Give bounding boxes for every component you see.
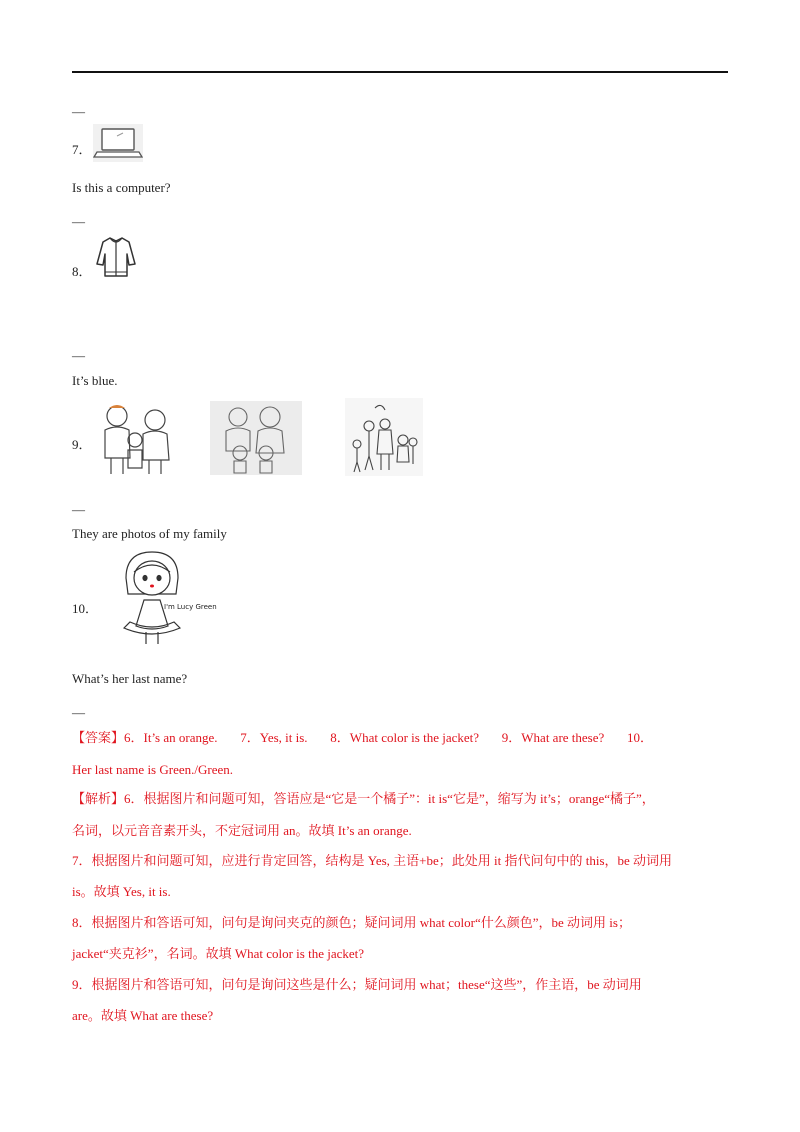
- answer-text: They are photos of my family: [72, 526, 227, 541]
- analysis-line: 名词，以元音音素开头，不定冠词用 an。故填 It’s an orange.: [72, 823, 412, 838]
- girl-picture: [104, 548, 230, 648]
- answer-blank: —: [72, 705, 85, 720]
- answer-blank: —: [72, 348, 85, 363]
- analysis-line: is。故填 Yes, it is.: [72, 884, 171, 899]
- analysis-line: 8．根据图片和答语可知，问句是询问夹克的颜色；疑问词用 what color“什么颜色”，be 动词用 is；: [72, 915, 631, 930]
- laptop-picture: [93, 124, 143, 162]
- family-picture-3: [345, 398, 423, 476]
- header-rule: [72, 71, 728, 73]
- question-number: 10．: [72, 601, 99, 616]
- analysis-line: jacket“夹克衫”，名词。故填 What color is the jacket?: [72, 946, 365, 961]
- question-text: Is this a computer?: [72, 180, 171, 195]
- answer-blank: —: [72, 104, 85, 119]
- answer-blank: —: [72, 214, 85, 229]
- picture-caption: I'm Lucy Green: [164, 603, 217, 611]
- answer-key-line: 【答案】6．It’s an orange. 7．Yes, it is. 8．What color is the jacket? 9．What are these? 10．: [72, 730, 654, 745]
- answer-key-line: Her last name is Green./Green.: [72, 762, 233, 777]
- question-number: 7．: [72, 142, 92, 157]
- analysis-line: are。故填 What are these?: [72, 1008, 214, 1023]
- analysis-line: 9．根据图片和答语可知，问句是询问这些是什么；疑问词用 what；these“这些”，作主语，be 动词用: [72, 977, 642, 992]
- jacket-picture: [93, 234, 139, 278]
- question-number: 8．: [72, 264, 92, 279]
- answer-text: It’s blue.: [72, 373, 118, 388]
- question-number: 9．: [72, 437, 92, 452]
- family-picture-1: [97, 400, 177, 476]
- analysis-line: 7．根据图片和问题可知，应进行肯定回答，结构是 Yes, 主语+be；此处用 it 指代问句中的 this，be 动词用: [72, 853, 673, 868]
- question-text: What’s her last name?: [72, 671, 188, 686]
- analysis-line: 【解析】6．根据图片和问题可知，答语应是“它是一个橘子”：it is“它是”，缩写为 it’s；orange“橘子”，: [72, 791, 655, 806]
- family-picture-2: [210, 401, 302, 475]
- answer-blank: —: [72, 502, 85, 517]
